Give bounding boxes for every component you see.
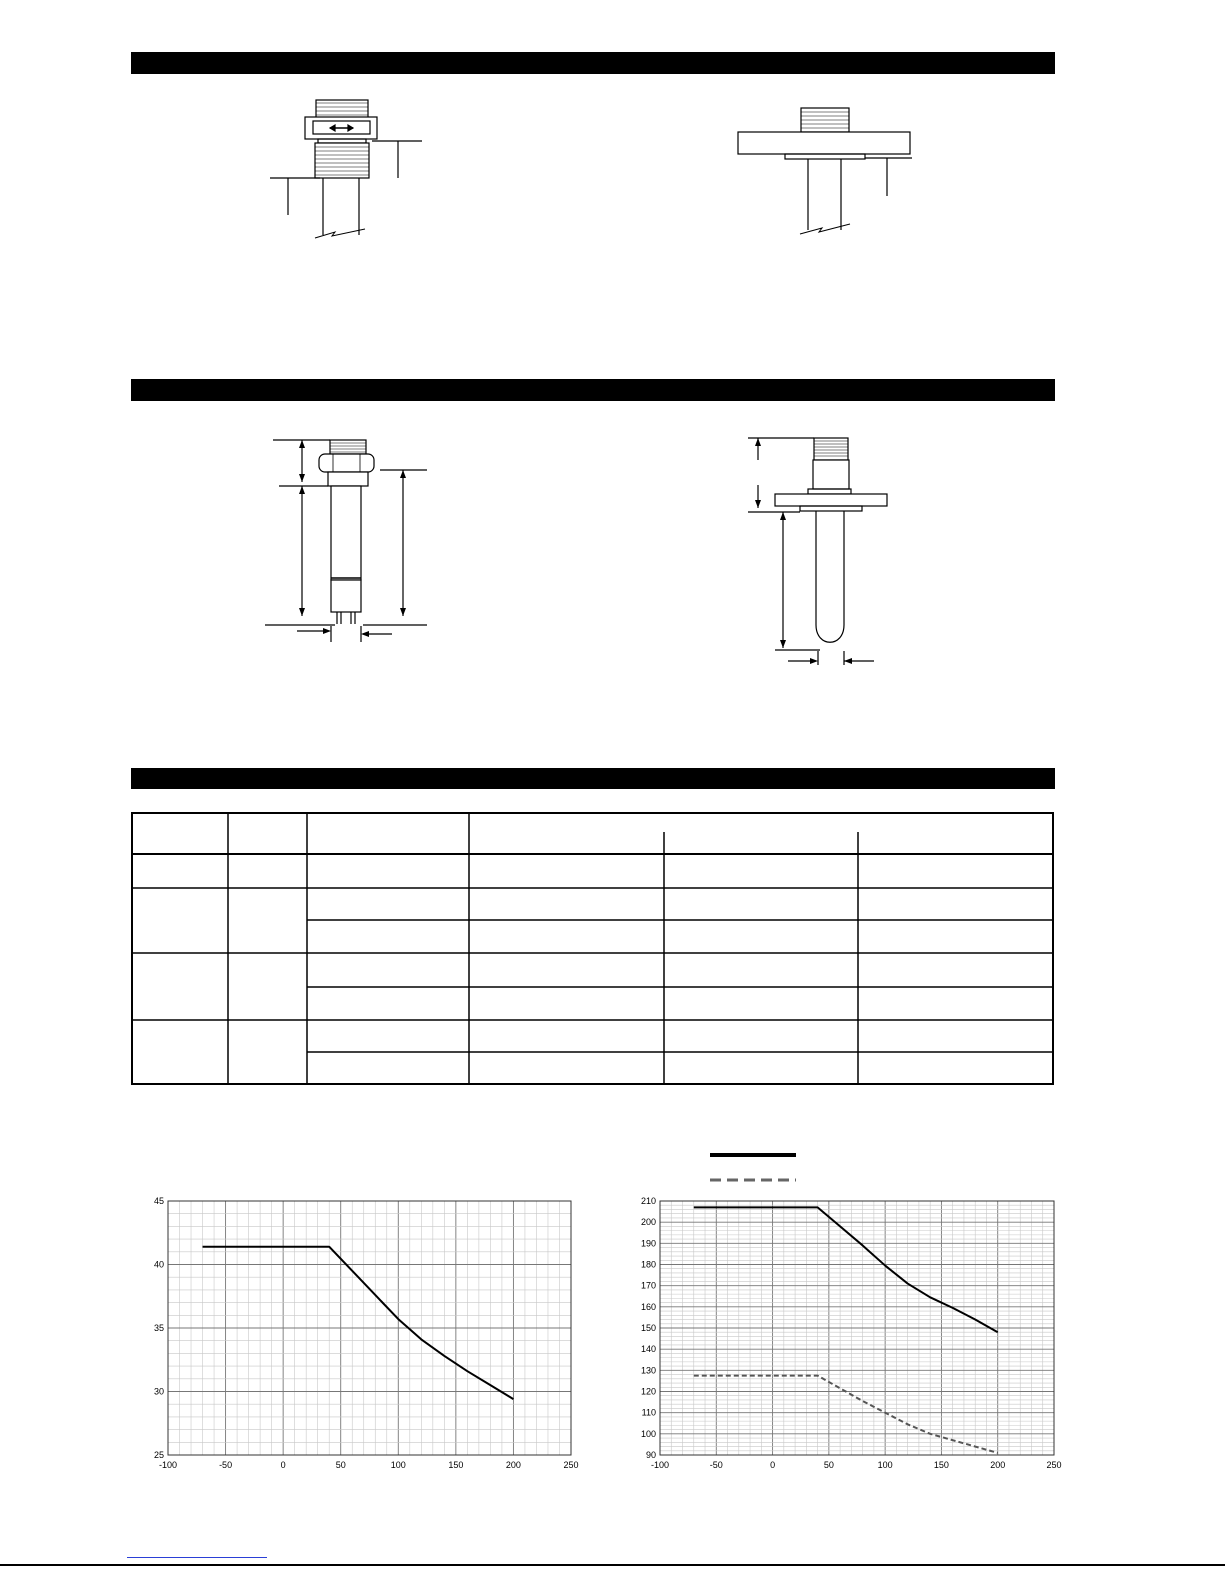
y-tick-label: 160	[640, 1301, 656, 1312]
derating-chart-left	[130, 1195, 590, 1480]
x-tick-label: -100	[158, 1460, 178, 1470]
y-tick-label: 180	[640, 1259, 656, 1270]
threaded-mount-installation-drawing	[260, 90, 460, 250]
x-tick-label: 0	[770, 1460, 776, 1470]
y-tick-label: 140	[640, 1344, 656, 1355]
x-tick-label: 250	[563, 1460, 579, 1470]
y-tick-label: 100	[640, 1428, 656, 1439]
y-tick-label: 110	[641, 1407, 656, 1418]
x-tick-label: -50	[219, 1460, 233, 1470]
y-tick-label: 40	[153, 1259, 164, 1270]
x-tick-label: 150	[933, 1460, 949, 1470]
chart-grid	[660, 1201, 1054, 1455]
threaded-sensor-dimension-drawing	[255, 430, 445, 645]
series-line-1	[203, 1247, 514, 1399]
section-header-bar-2	[131, 379, 1055, 401]
y-tick-label: 200	[640, 1217, 656, 1228]
specification-table	[131, 812, 1054, 1085]
x-tick-label: 0	[280, 1460, 286, 1470]
y-tick-label: 170	[640, 1280, 656, 1291]
x-tick-label: -50	[709, 1460, 723, 1470]
x-tick-label: -100	[650, 1460, 670, 1470]
section-header-bar-1	[131, 52, 1055, 74]
y-tick-label: 130	[640, 1365, 656, 1376]
y-tick-label: 190	[640, 1238, 656, 1249]
footer-link-underline[interactable]	[127, 1557, 267, 1558]
flange-mount-installation-drawing	[730, 100, 920, 240]
y-tick-label: 150	[640, 1323, 656, 1333]
y-tick-label: 30	[153, 1386, 164, 1397]
x-tick-label: 200	[990, 1460, 1006, 1470]
y-tick-label: 35	[153, 1323, 164, 1333]
x-tick-label: 100	[390, 1460, 406, 1470]
footer-rule	[0, 1564, 1225, 1566]
section-header-bar-3	[131, 768, 1055, 789]
y-tick-label: 120	[640, 1386, 656, 1397]
derating-chart-right	[625, 1195, 1070, 1480]
series-line-1	[694, 1207, 998, 1332]
flange-sensor-dimension-drawing	[740, 430, 890, 670]
chart-legend	[706, 1148, 801, 1188]
x-tick-label: 50	[823, 1460, 834, 1470]
x-tick-label: 250	[1046, 1460, 1062, 1470]
x-tick-label: 50	[335, 1460, 346, 1470]
x-tick-label: 100	[877, 1460, 893, 1470]
x-tick-label: 150	[448, 1460, 464, 1470]
chart-grid	[168, 1201, 571, 1455]
y-tick-label: 45	[153, 1196, 164, 1206]
x-tick-label: 200	[505, 1460, 521, 1470]
y-tick-label: 90	[645, 1450, 656, 1460]
y-tick-label: 25	[153, 1450, 164, 1460]
y-tick-label: 210	[640, 1196, 656, 1206]
